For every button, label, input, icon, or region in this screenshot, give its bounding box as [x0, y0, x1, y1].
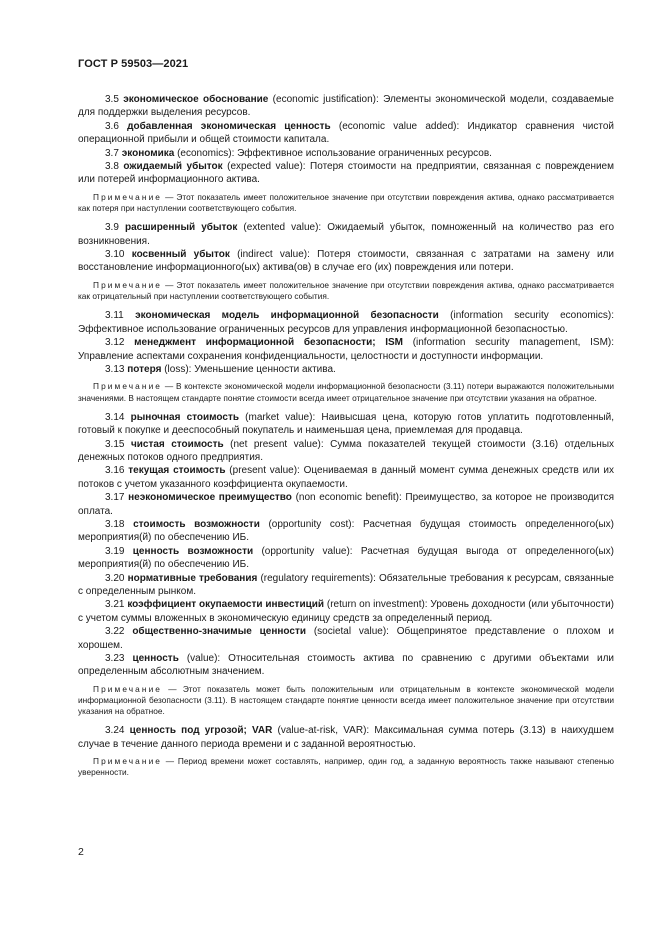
term-name: рыночная стоимость [130, 411, 240, 423]
term-entry [78, 652, 614, 679]
note-text: — В контексте экономической модели информационной безопасности (3.11) потери выражаются положительными значениями. В настоящем стандарте понятие стоимости всегда имеет отрицательное значение при отсутствии указания на обратное. [78, 381, 614, 403]
term-name: экономическая модель информационной безопасности [135, 310, 439, 322]
term-name: стоимость возможности [133, 518, 260, 530]
page-number: 2 [78, 846, 84, 858]
term-entry [78, 598, 614, 625]
term-definition: (return on investment): Уровень доходности (или убыточности) с учетом суммы вложенных в экономическую единицу средств за определенный период. [78, 599, 615, 624]
term-number: 3.16 [105, 465, 125, 477]
note-label: Примечание [93, 279, 163, 290]
term-definition: (economics): Эффективное использование ограниченных ресурсов. [174, 147, 492, 159]
term-definition: (market value): Наивысшая цена, которую готов уплатить подготовленный, готовый к покупке и дееспособный покупатель и наименьшая цена, приемлемая для продавца. [78, 411, 615, 437]
term-number: 3.10 [105, 249, 125, 261]
document-body [78, 93, 614, 786]
term-number: 3.12 [105, 337, 125, 349]
term-entry [78, 545, 614, 572]
term-definition: (societal value): Общепринятое представление о плохом и хорошем. [78, 626, 615, 651]
note-label: Примечание [93, 756, 163, 767]
term-definition: (present value): Оцениваемая в данный момент сумма денежных средств или их потоков с учетом указанного коэффициента окупаемости. [78, 465, 614, 490]
term-entry [78, 309, 614, 336]
term-definition: (opportunity value): Расчетная будущая выгода от определенного(ых) мероприятия(й) по обеспечению ИБ. [78, 545, 614, 571]
term-name: коэффициент окупаемости инвестиций [127, 599, 325, 611]
note-text: — Этот показатель имеет положительное значение при отсутствии повреждения актива, однако рассматривается как потеря при наступлении соответствующего события. [78, 191, 614, 214]
term-entry [78, 363, 614, 376]
note-text: — Этот показатель имеет положительное значение при отсутствии повреждения актива, однако рассматривается как отрицательный при наступлении соответствующего события. [78, 279, 614, 302]
note [78, 192, 614, 214]
term-entry [78, 724, 614, 751]
term-definition: (economic justification): Элементы экономической модели, создаваемые для поддержки выделения ресурсов. [78, 94, 614, 119]
term-definition: (value-at-risk, VAR): Максимальная сумма потерь (3.13) в наихудшем случае в течение данного периода времени и с заданной вероятностью. [78, 725, 615, 750]
term-name: потеря [127, 363, 162, 375]
note-text: — Этот показатель может быть положительным или отрицательным в контексте экономической модели информационной безопасности (3.11). В настоящем стандарте понятие ценности всегда имеет положительное значение при отсутствии указания на обратное. [78, 683, 614, 717]
term-number: 3.15 [105, 438, 125, 450]
term-entry [78, 336, 614, 363]
term-number: 3.21 [105, 599, 125, 611]
note [78, 381, 614, 403]
term-name: неэкономическое преимущество [128, 492, 292, 504]
term-name: добавленная экономическая ценность [127, 120, 331, 132]
term-name: общественно-значимые ценности [132, 626, 307, 638]
term-number: 3.17 [105, 492, 125, 504]
term-definition: (economic value added): Индикатор сравнения чистой операционной прибыли и общей стоимости капитала. [78, 120, 614, 146]
term-entry [78, 625, 614, 652]
term-number: 3.6 [105, 120, 119, 132]
term-definition: (extented value): Ожидаемый убыток, помноженный на количество раз его возникновения. [78, 222, 614, 247]
term-name: экономическое обоснование [123, 94, 269, 105]
term-entry [78, 438, 614, 465]
note-label: Примечание [93, 381, 163, 392]
document-header: ГОСТ Р 59503—2021 [78, 58, 189, 70]
term-name: ценность [132, 653, 179, 665]
term-number: 3.9 [105, 222, 119, 234]
term-definition: (non economic benefit): Преимущество, за которое не производится оплата. [78, 492, 615, 517]
term-name: нормативные требования [127, 572, 258, 584]
term-number: 3.18 [105, 518, 125, 530]
term-number: 3.19 [105, 545, 125, 557]
term-name: менеджмент информационной безопасности; ISM [134, 337, 404, 349]
term-definition: (net present value): Сумма показателей текущей стоимости (3.16) отдельных денежных потоков одного предприятия. [78, 438, 615, 463]
term-entry [78, 518, 614, 545]
term-name: ожидаемый убыток [123, 161, 223, 173]
note [78, 756, 614, 778]
term-name: косвенный убыток [131, 249, 230, 261]
note-label: Примечание [93, 191, 163, 202]
note [78, 684, 614, 718]
term-definition: (expected value): Потеря стоимости на предприятии, связанная с повреждением или потерей информационного актива. [78, 161, 614, 186]
term-definition: (regulatory requirements): Обязательные требования к ресурсам, связанные с определенным рынком. [78, 572, 614, 597]
term-entry [78, 411, 614, 438]
term-number: 3.5 [105, 94, 119, 105]
term-number: 3.22 [105, 626, 125, 638]
term-entry [78, 221, 614, 248]
term-name: расширенный убыток [124, 222, 238, 234]
term-number: 3.23 [105, 653, 125, 665]
term-definition: (loss): Уменьшение ценности актива. [161, 363, 336, 375]
term-number: 3.13 [105, 363, 125, 375]
term-number: 3.7 [105, 147, 119, 159]
term-number: 3.11 [105, 310, 124, 322]
term-entry [78, 248, 614, 275]
term-entry [78, 572, 614, 599]
term-definition: (information security economics): Эффективное использование ограниченных ресурсов для управления информационной безопасностью. [78, 310, 615, 335]
term-number: 3.20 [105, 572, 125, 584]
term-definition: (opportunity cost): Расчетная будущая стоимость определенного(ых) мероприятия(й) по обеспечению ИБ. [78, 518, 615, 544]
term-definition: (indirect value): Потеря стоимости, связанная с затратами на замену или восстановление информационного(ых) актива(ов) в случае его (их) повреждения или потери. [78, 249, 614, 274]
term-number: 3.24 [105, 725, 125, 737]
note-label: Примечание [93, 683, 163, 694]
term-number: 3.14 [105, 411, 125, 423]
term-entry [78, 160, 614, 187]
term-number: 3.8 [105, 161, 119, 173]
term-name: чистая стоимость [130, 438, 224, 450]
term-name: ценность под угрозой; VAR [129, 725, 273, 737]
note [78, 280, 614, 302]
term-entry [78, 120, 614, 147]
term-entry [78, 147, 614, 160]
term-entry [78, 491, 614, 518]
term-entry [78, 93, 614, 120]
note-text: — Период времени может составлять, например, один год, а заданную вероятность также называют степенью уверенности. [78, 756, 614, 778]
term-name: ценность возможности [132, 545, 254, 557]
term-entry [78, 464, 614, 491]
term-name: текущая стоимость [128, 465, 226, 477]
term-definition: (information security management, ISM): Управление аспектами сохранения конфиденциальности, целостности и доступности информации. [78, 337, 615, 362]
term-name: экономика [121, 147, 175, 159]
term-definition: (value): Относительная стоимость актива по сравнению с другими объектами или определенным абсолютным значением. [78, 653, 614, 678]
